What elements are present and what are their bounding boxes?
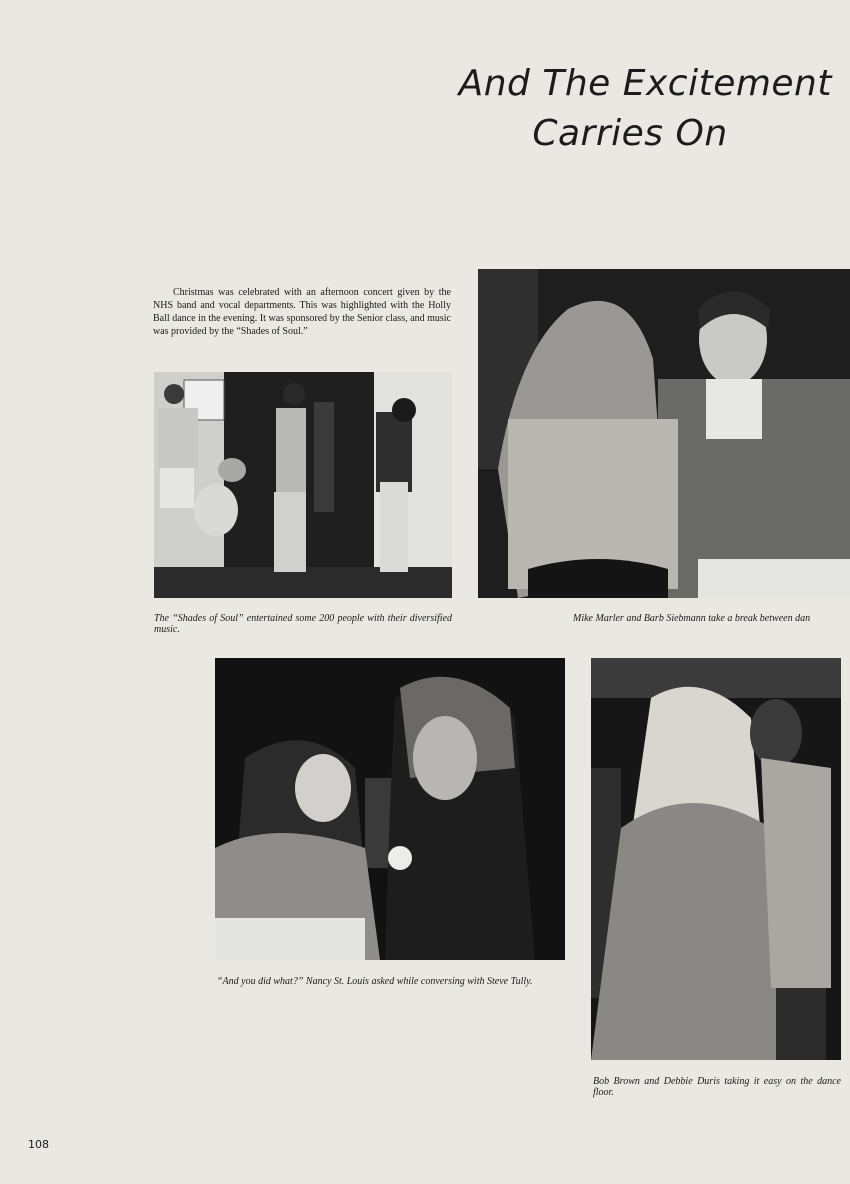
band-photo-caption: The “Shades of Soul” entertained some 200 people with their diversified music. bbox=[154, 613, 452, 635]
couple-photo-2 bbox=[215, 658, 565, 960]
couple-photo-3 bbox=[591, 658, 841, 1060]
couple-photo-1 bbox=[478, 269, 850, 598]
page-title-line-2: Carries On bbox=[532, 113, 728, 154]
page-title-line-1: And The Excitement bbox=[458, 63, 832, 104]
couple-photo-2-caption: “And you did what?” Nancy St. Louis asked while conversing with Steve Tully. bbox=[217, 976, 533, 987]
couple-photo-3-caption: Bob Brown and Debbie Duris taking it easy on the dance floor. bbox=[593, 1076, 841, 1098]
band-photo bbox=[154, 372, 452, 598]
couple-photo-1-caption: Mike Marler and Barb Siebmann take a break between dan bbox=[573, 613, 811, 624]
intro-paragraph: Christmas was celebrated with an afternoon concert given by the NHS band and vocal departments. This was highlighted with the Holly Ball dance in the evening. It was sponsored by the Senior class, and music was provided by the “Shades of Soul.” bbox=[153, 287, 451, 337]
page-number: 108 bbox=[28, 1138, 49, 1151]
